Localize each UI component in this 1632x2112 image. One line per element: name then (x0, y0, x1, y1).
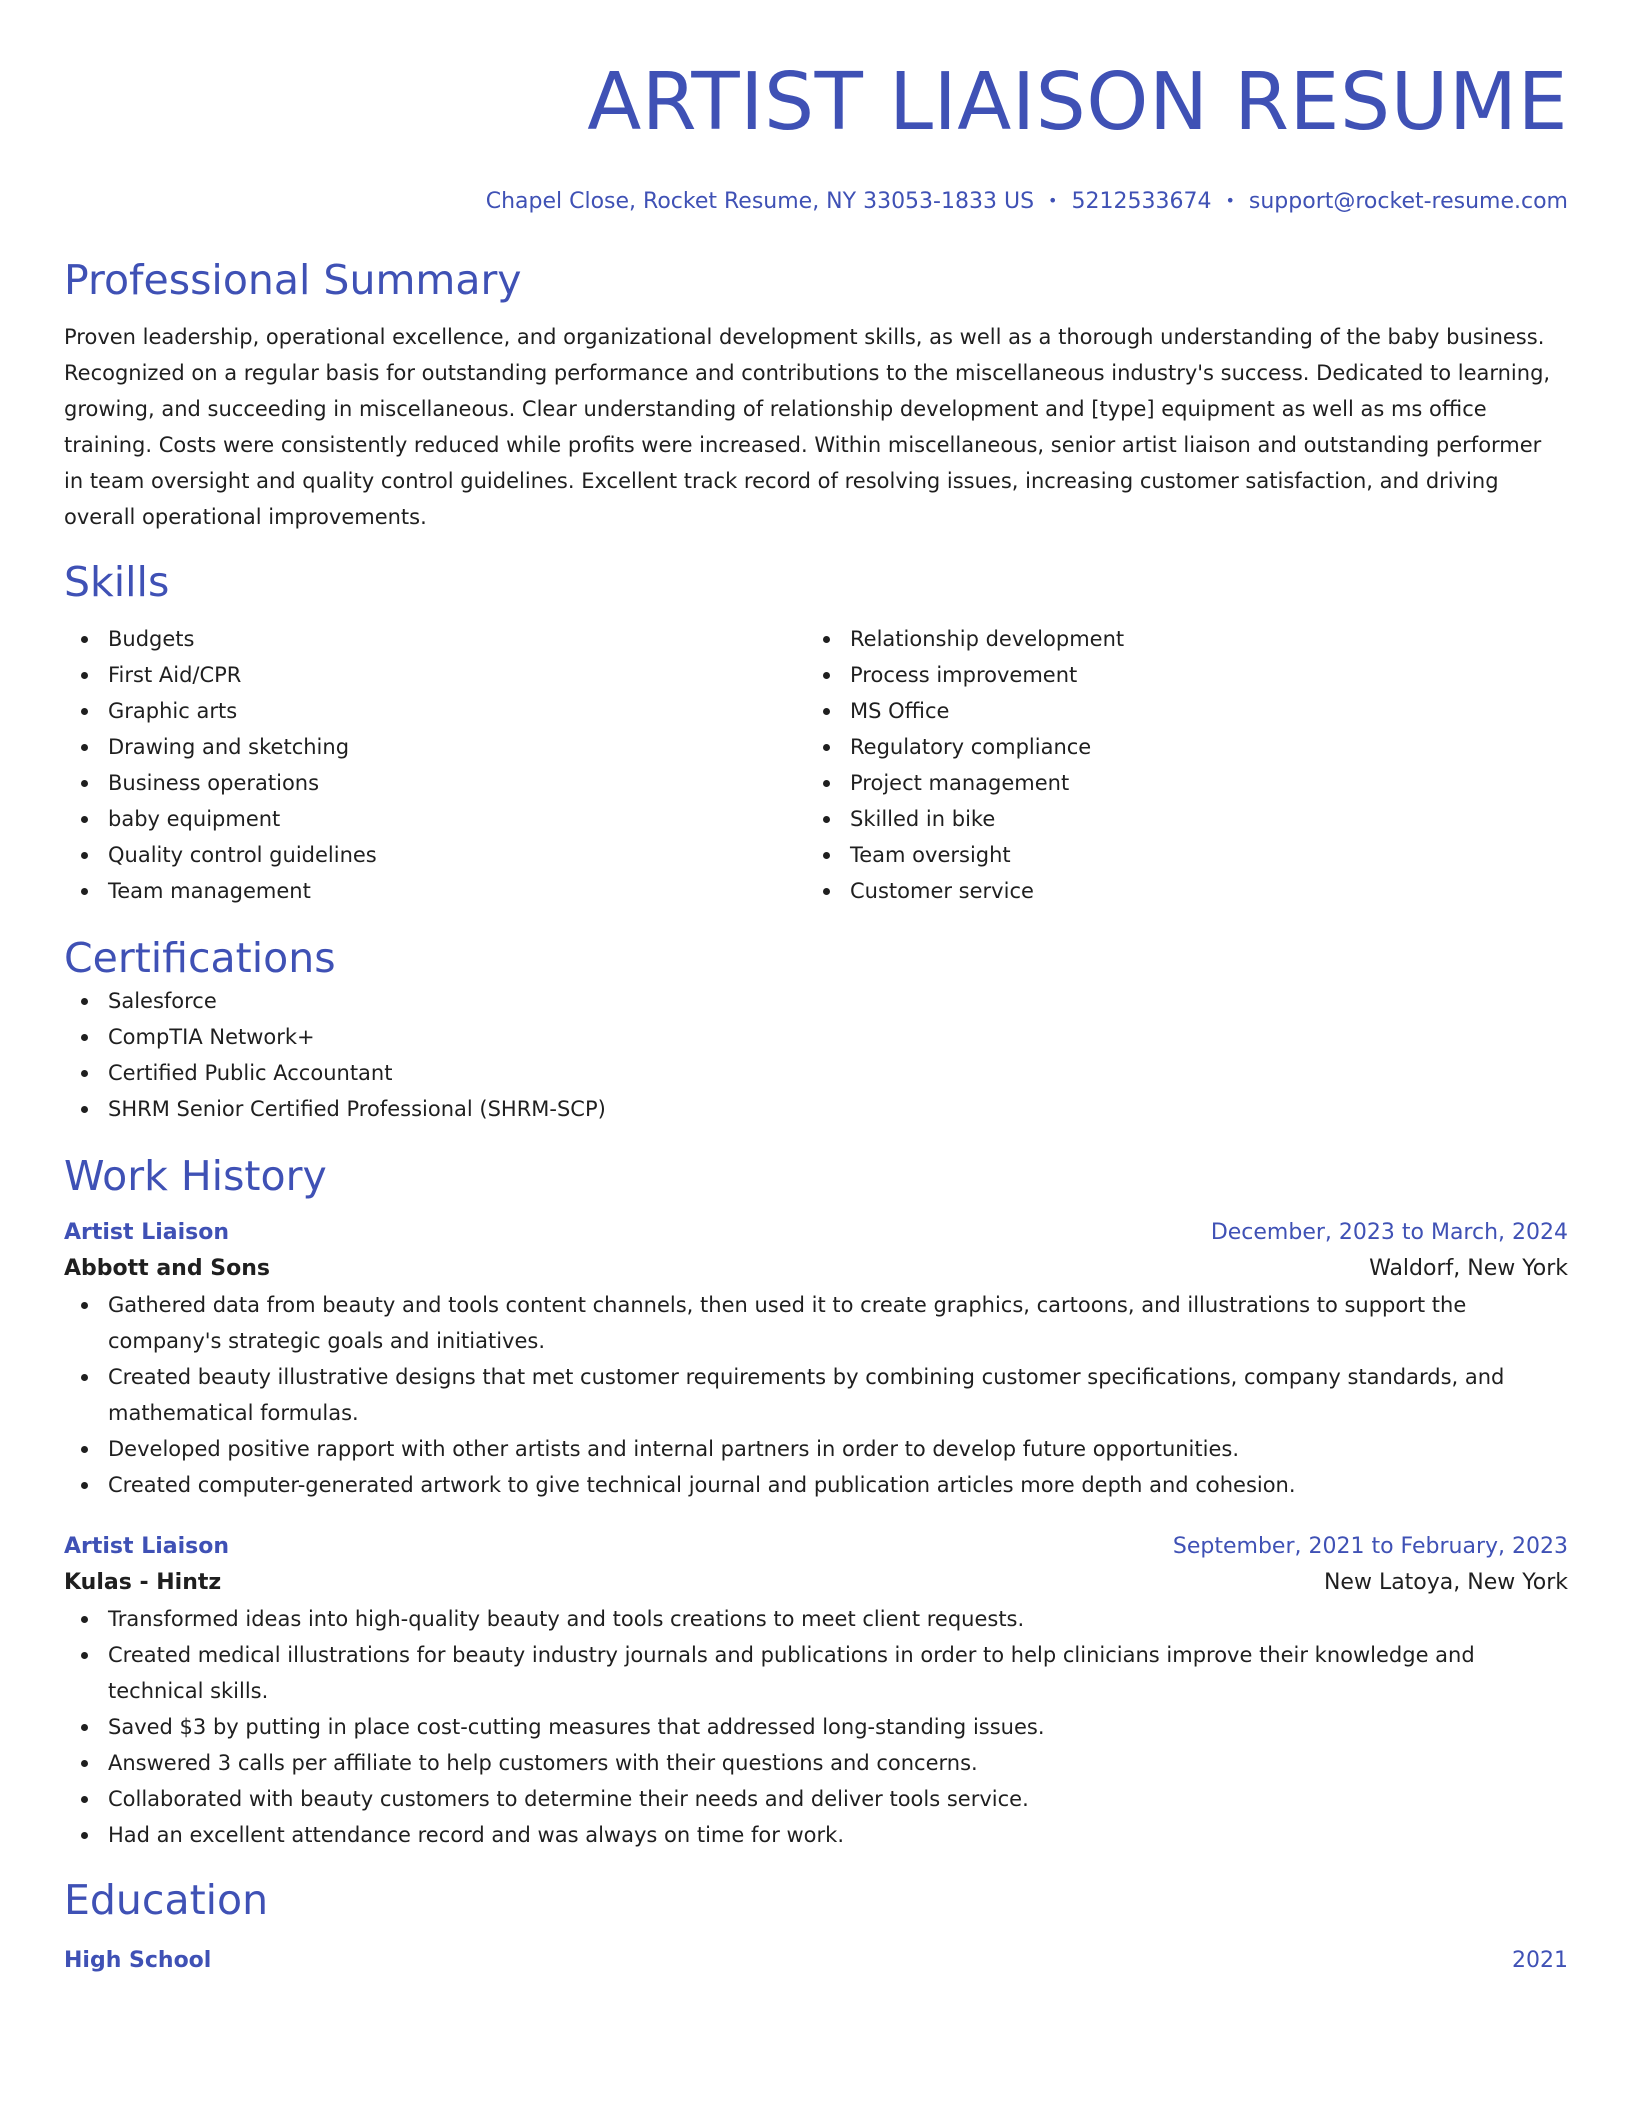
skills-section (64, 557, 1568, 909)
resume-title: ARTIST LIAISON RESUME (587, 56, 1568, 148)
job-company-row (64, 1251, 1568, 1287)
job-duty-item: Answered 3 calls per affiliate to help customers with their questions and concerns. (64, 1745, 1568, 1781)
certifications-section (64, 933, 1568, 1127)
contact-line (64, 186, 1568, 217)
certification-item: CompTIA Network+ (64, 1019, 1568, 1055)
education-section (64, 1875, 1568, 1979)
skills-heading: Skills (64, 558, 170, 606)
education-degree: High School (64, 1948, 212, 1973)
job-location: New Latoya, New York (1323, 1570, 1568, 1595)
skill-item: Quality control guidelines (64, 837, 806, 873)
job-title-row (64, 1529, 1568, 1565)
job-dates: September, 2021 to February, 2023 (1172, 1534, 1568, 1559)
work-history-heading: Work History (64, 1152, 327, 1200)
contact-phone: 5212533674 (1071, 189, 1212, 214)
job-duty-item: Created computer-generated artwork to give technical journal and publication articles more depth and cohesion. (64, 1467, 1568, 1503)
education-year: 2021 (1512, 1948, 1568, 1973)
job-duty-item: Created medical illustrations for beauty industry journals and publications in order to help clinicians improve their knowledge and technical skills. (64, 1637, 1568, 1709)
job-company-row (64, 1565, 1568, 1601)
education-entry (64, 1943, 1568, 1979)
education-heading: Education (64, 1876, 269, 1924)
job-location: Waldorf, New York (1369, 1256, 1568, 1281)
job-duty-item: Gathered data from beauty and tools content channels, then used it to create graphics, cartoons, and illustrations to support the company's strategic goals and initiatives. (64, 1287, 1568, 1359)
skill-item: First Aid/CPR (64, 657, 806, 693)
job-dates: December, 2023 to March, 2024 (1210, 1220, 1568, 1245)
contact-address: Chapel Close, Rocket Resume, NY 33053-1833 US (485, 189, 1035, 214)
skill-item: Relationship development (806, 621, 1568, 657)
job-duty-item: Transformed ideas into high-quality beauty and tools creations to meet client requests. (64, 1601, 1568, 1637)
job-duty-item: Created beauty illustrative designs that met customer requirements by combining customer specifications, company standards, and mathematical formulas. (64, 1359, 1568, 1431)
skill-item: Team oversight (806, 837, 1568, 873)
job-title-row (64, 1215, 1568, 1251)
job-duty-item: Had an excellent attendance record and was always on time for work. (64, 1817, 1568, 1853)
job-entry (64, 1215, 1568, 1503)
contact-separator: • (1225, 191, 1235, 210)
skills-list-right (806, 621, 1568, 909)
job-title: Artist Liaison (64, 1534, 230, 1559)
summary-section (64, 255, 1568, 535)
skill-item: Business operations (64, 765, 806, 801)
skill-item: Process improvement (806, 657, 1568, 693)
skill-item: Regulatory compliance (806, 729, 1568, 765)
job-duty-item: Saved $3 by putting in place cost-cutting measures that addressed long-standing issues. (64, 1709, 1568, 1745)
skill-item: Budgets (64, 621, 806, 657)
contact-separator: • (1048, 191, 1058, 210)
job-company: Kulas - Hintz (64, 1570, 222, 1595)
skill-item: Drawing and sketching (64, 729, 806, 765)
job-title: Artist Liaison (64, 1220, 230, 1245)
job-entry (64, 1529, 1568, 1853)
resume-header (64, 56, 1568, 217)
skills-grid (64, 621, 1568, 909)
certification-item: Certified Public Accountant (64, 1055, 1568, 1091)
certifications-heading: Certifications (64, 934, 336, 982)
job-company: Abbott and Sons (64, 1256, 270, 1281)
skill-item: MS Office (806, 693, 1568, 729)
certifications-list (64, 983, 1568, 1127)
job-duty-item: Developed positive rapport with other artists and internal partners in order to develop future opportunities. (64, 1431, 1568, 1467)
certification-item: SHRM Senior Certified Professional (SHRM-SCP) (64, 1091, 1568, 1127)
summary-heading: Professional Summary (64, 256, 522, 304)
skill-item: baby equipment (64, 801, 806, 837)
contact-email: support@rocket-resume.com (1248, 189, 1568, 214)
work-history-section (64, 1151, 1568, 1853)
skill-item: Team management (64, 873, 806, 909)
skill-item: Customer service (806, 873, 1568, 909)
job-duty-item: Collaborated with beauty customers to determine their needs and deliver tools service. (64, 1781, 1568, 1817)
skills-list-left (64, 621, 806, 909)
job-duties-list (64, 1601, 1568, 1853)
certification-item: Salesforce (64, 983, 1568, 1019)
skill-item: Graphic arts (64, 693, 806, 729)
summary-text: Proven leadership, operational excellence, and organizational development skills, as well as a thorough understanding of the baby business. Recognized on a regular basis for outstanding performance and contributions to the miscellaneous industry's success. Dedicated to learning, growing, and succeeding in miscellaneous. Clear understanding of relationship development and [type] equipment as well as ms office training. Costs were consistently reduced while profits were increased. Within miscellaneous, senior artist liaison and outstanding performer in team oversight and quality control guidelines. Excellent track record of resolving issues, increasing customer satisfaction, and driving overall operational improvements. (64, 325, 1551, 529)
job-duties-list (64, 1287, 1568, 1503)
skill-item: Project management (806, 765, 1568, 801)
skill-item: Skilled in bike (806, 801, 1568, 837)
